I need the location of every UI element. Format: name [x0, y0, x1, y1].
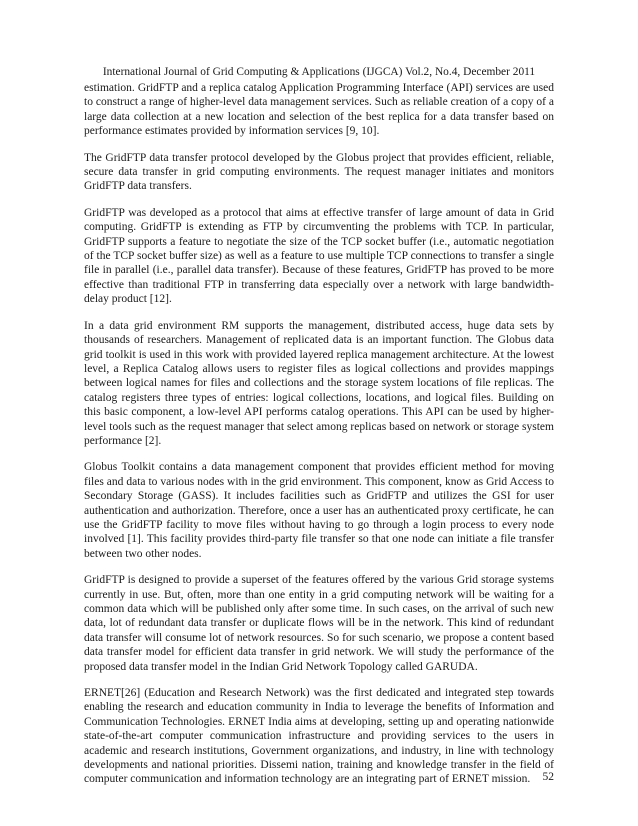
- running-header: International Journal of Grid Computing & Applications (IJGCA) Vol.2, No.4, December 2011: [102, 66, 536, 78]
- page-number: 52: [542, 771, 554, 783]
- paragraph-replica-management: In a data grid environment RM supports the management, distributed access, huge data sets by thousands of researchers. Management of replicated data is an important function. The Globus data grid toolkit is used in this work with provided layered replica management architecture. At the lowest level, a Replica Catalog allows users to register files as logical collections and provides mappings between logical names for files and collections and the storage system locations of file replicas. The catalog registers three types of entries: logical collections, locations, and logical files. Building on this basic component, a low-level API performs catalog operations. This API can be used by higher-level tools such as the request manager that select among replicas based on network or storage system performance [2].: [84, 319, 554, 447]
- paragraph-replica-catalog-api: estimation. GridFTP and a replica catalog Application Programming Interface (API) services are used to construct a range of higher-level data management services. Such as reliable creation of a copy of a large data collection at a new location and selection of the best replica for a data transfer based on performance estimates provided by information services [9, 10].: [84, 82, 554, 138]
- article-body: [84, 81, 554, 799]
- paragraph-gridftp-protocol: The GridFTP data transfer protocol developed by the Globus project that provides efficient, reliable, secure data transfer in grid computing environments. The request manager initiates and monitors GridFTP data transfers.: [84, 151, 554, 193]
- paragraph-ernet: ERNET[26] (Education and Research Network) was the first dedicated and integrated step towards enabling the research and education community in India to leverage the benefits of Information and Communication Technologies. ERNET India aims at developing, setting up and operating nationwide state-of-the-art computer communication infrastructure and providing services to the users in academic and research institutions, Government organizations, and industry, in line with technology developments and national priorities. Dissemi nation, training and knowledge transfer in the field of computer communication and information technology are an integrating part of ERNET mission.: [84, 687, 554, 786]
- paragraph-content-based-transfer: GridFTP is designed to provide a superset of the features offered by the various Grid storage systems currently in use. But, often, more than one entity in a grid computing network will be waiting for a common data which will be published only after some time. In such cases, on the arrival of such new data, lot of redundant data transfer or duplicate flows will be in the network. This kind of redundant data transfer will consume lot of network resources. So for such scenario, we propose a content based data transfer model for efficient data transfer in grid network. We will study the performance of the proposed data transfer model in the Indian Grid Network Topology called GARUDA.: [84, 574, 554, 673]
- paragraph-globus-toolkit: Globus Toolkit contains a data management component that provides efficient method for moving files and data to various nodes with in the grid environment. This component, know as Grid Access to Secondary Storage (GASS). It includes facilities such as GridFTP and utilizes the GSI for user authentication and authorization. Therefore, once a user has an authenticated proxy certificate, he can use the GridFTP facility to move files without having to go through a login process to every node involved [1]. This facility provides third-party file transfer so that one node can initiate a file transfer between two other nodes.: [84, 461, 554, 560]
- paragraph-gridftp-features: GridFTP was developed as a protocol that aims at effective transfer of large amount of data in Grid computing. GridFTP is extending as FTP by circumventing the problems with TCP. In particular, GridFTP supports a feature to negotiate the size of the TCP socket buffer (i.e., automatic negotiation of the TCP socket buffer size) as well as a feature to use multiple TCP connections to transfer a single file in parallel (i.e., parallel data transfer). Because of these features, GridFTP has proved to be more effective than traditional FTP in transferring data especially over a network with large bandwidth-delay product [12].: [84, 206, 554, 306]
